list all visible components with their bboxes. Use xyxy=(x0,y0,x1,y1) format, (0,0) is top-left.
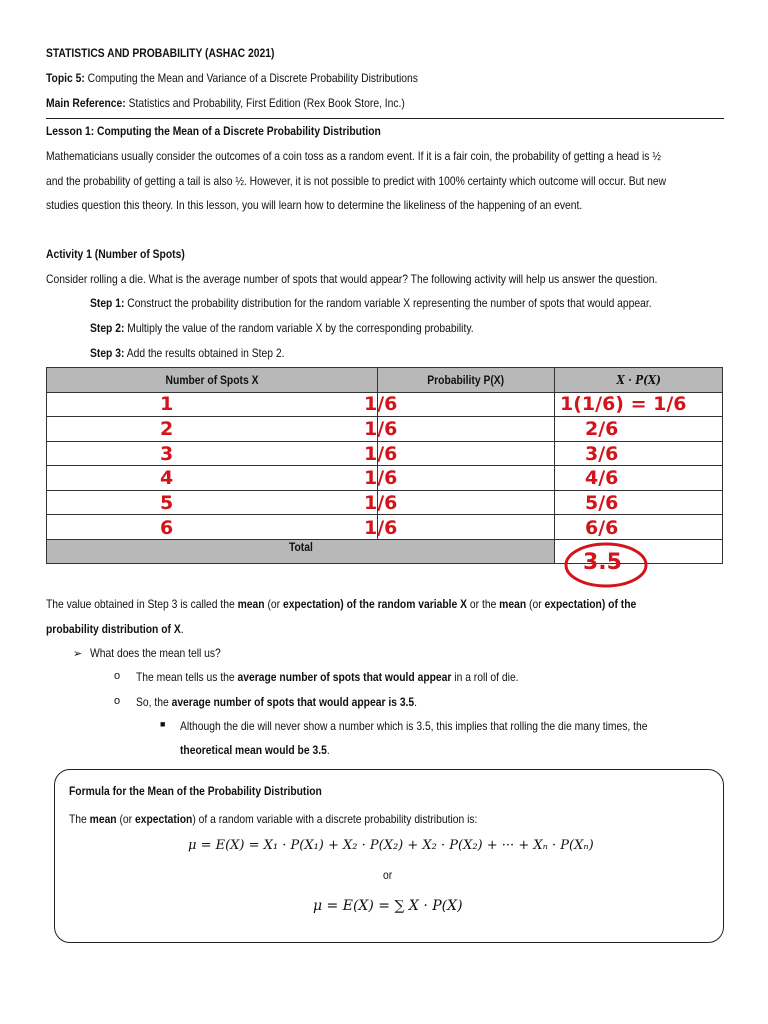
header-x-times-p: X · P(X) xyxy=(555,368,723,393)
question-mean: What does the mean tell us? xyxy=(90,646,221,660)
handwritten-probability: 1/6 xyxy=(364,467,398,490)
handwritten-probability: 1/6 xyxy=(364,517,398,539)
mean-formula-expanded: μ = E(X) = X₁ · P(X₁) + X₂ · P(X₂) + X₂ · P(X₂) + ··· + Xₙ · P(Xₙ) xyxy=(188,838,594,853)
handwritten-probability: 1/6 xyxy=(364,417,398,440)
handwritten-product: 6/6 xyxy=(585,517,619,539)
handwritten-x-value: 6 xyxy=(160,517,174,539)
activity-title: Activity 1 (Number of Spots) xyxy=(46,247,185,261)
reference-line xyxy=(46,96,405,110)
handwritten-probability: 1/6 xyxy=(364,492,398,515)
square-bullet-icon: ■ xyxy=(160,719,166,729)
total-label-cell: Total xyxy=(47,539,555,564)
formula-or: or xyxy=(383,868,393,882)
lesson-intro-line-1: Mathematicians usually consider the outcomes of a coin toss as a random event. If it is a fair coin, the probability of getting a head is ½ xyxy=(46,149,661,163)
formula-title: Formula for the Mean of the Probability Distribution xyxy=(69,784,322,798)
handwritten-x-value: 2 xyxy=(160,417,174,440)
answer-line-3: Although the die will never show a number which is 3.5, this implies that rolling the die many times, the xyxy=(180,719,648,733)
handwritten-product: 4/6 xyxy=(585,467,619,490)
header-number-of-spots: Number of Spots X xyxy=(47,368,378,393)
arrow-bullet-icon: ➢ xyxy=(73,648,83,660)
step-2 xyxy=(90,321,474,335)
step-1-label: Step 1: xyxy=(90,296,125,310)
handwritten-product: 5/6 xyxy=(585,492,619,515)
step-2-label: Step 2: xyxy=(90,321,125,335)
step-2-text: Multiply the value of the random variable X by the corresponding probability. xyxy=(127,321,474,335)
step-1-text: Construct the probability distribution for the random variable X representing the number of spots that would appear. xyxy=(127,296,652,310)
mean-formula-summation: μ = E(X) = ∑ X · P(X) xyxy=(313,898,463,914)
answer-line-2: So, the average number of spots that would appear is 3.5. xyxy=(136,695,418,709)
topic-text: Computing the Mean and Variance of a Discrete Probability Distributions xyxy=(87,71,418,85)
circle-bullet-icon: o xyxy=(114,695,121,707)
step-3-text: Add the results obtained in Step 2. xyxy=(126,346,285,360)
handwritten-x-value: 5 xyxy=(160,492,174,515)
handwritten-total: 3.5 xyxy=(583,550,622,575)
step-3-label: Step 3: xyxy=(90,346,125,360)
table-header-row xyxy=(47,368,723,393)
topic-line xyxy=(46,71,418,85)
lesson-intro-line-2: and the probability of getting a tail is also ½. However, it is not possible to predict with 100% certainty which outcome will occur. But new xyxy=(46,174,667,188)
step-1 xyxy=(90,296,652,310)
reference-text: Statistics and Probability, First Edition (Rex Book Store, Inc.) xyxy=(128,96,405,110)
handwritten-probability: 1/6 xyxy=(364,442,398,465)
lesson-title: Lesson 1: Computing the Mean of a Discrete Probability Distribution xyxy=(46,124,381,138)
activity-question: Consider rolling a die. What is the average number of spots that would appear? The following activity will help us answer the question. xyxy=(46,272,658,286)
handwritten-probability: 1/6 xyxy=(364,393,398,415)
step-3 xyxy=(90,346,284,360)
answer-line-1: The mean tells us the average number of spots that would appear in a roll of die. xyxy=(136,670,519,684)
answer-line-3-cont: theoretical mean would be 3.5. xyxy=(180,743,330,757)
handwritten-x-value: 1 xyxy=(160,393,174,415)
lesson-intro-line-3: studies question this theory. In this lesson, you will learn how to determine the likeliness of the happening of an event. xyxy=(46,198,583,212)
reference-label: Main Reference: xyxy=(46,96,126,110)
course-title: STATISTICS AND PROBABILITY (ASHAC 2021) xyxy=(46,46,275,60)
formula-intro: The mean (or expectation) of a random variable with a discrete probability distribution is: xyxy=(69,812,478,826)
handwritten-x-value: 4 xyxy=(160,467,174,490)
mean-definition-paragraph: The value obtained in Step 3 is called the mean (or expectation) of the random variable X or the mean (or expectation) of the probability distribution of X. xyxy=(46,597,637,636)
handwritten-x-value: 3 xyxy=(160,442,174,465)
handwritten-product: 2/6 xyxy=(585,417,619,440)
circle-bullet-icon: o xyxy=(114,670,121,682)
topic-label: Topic 5: xyxy=(46,71,85,85)
header-divider xyxy=(46,118,724,119)
handwritten-product: 1(1/6) = 1/6 xyxy=(560,393,687,415)
header-probability: Probability P(X) xyxy=(377,368,555,393)
handwritten-product: 3/6 xyxy=(585,442,619,465)
